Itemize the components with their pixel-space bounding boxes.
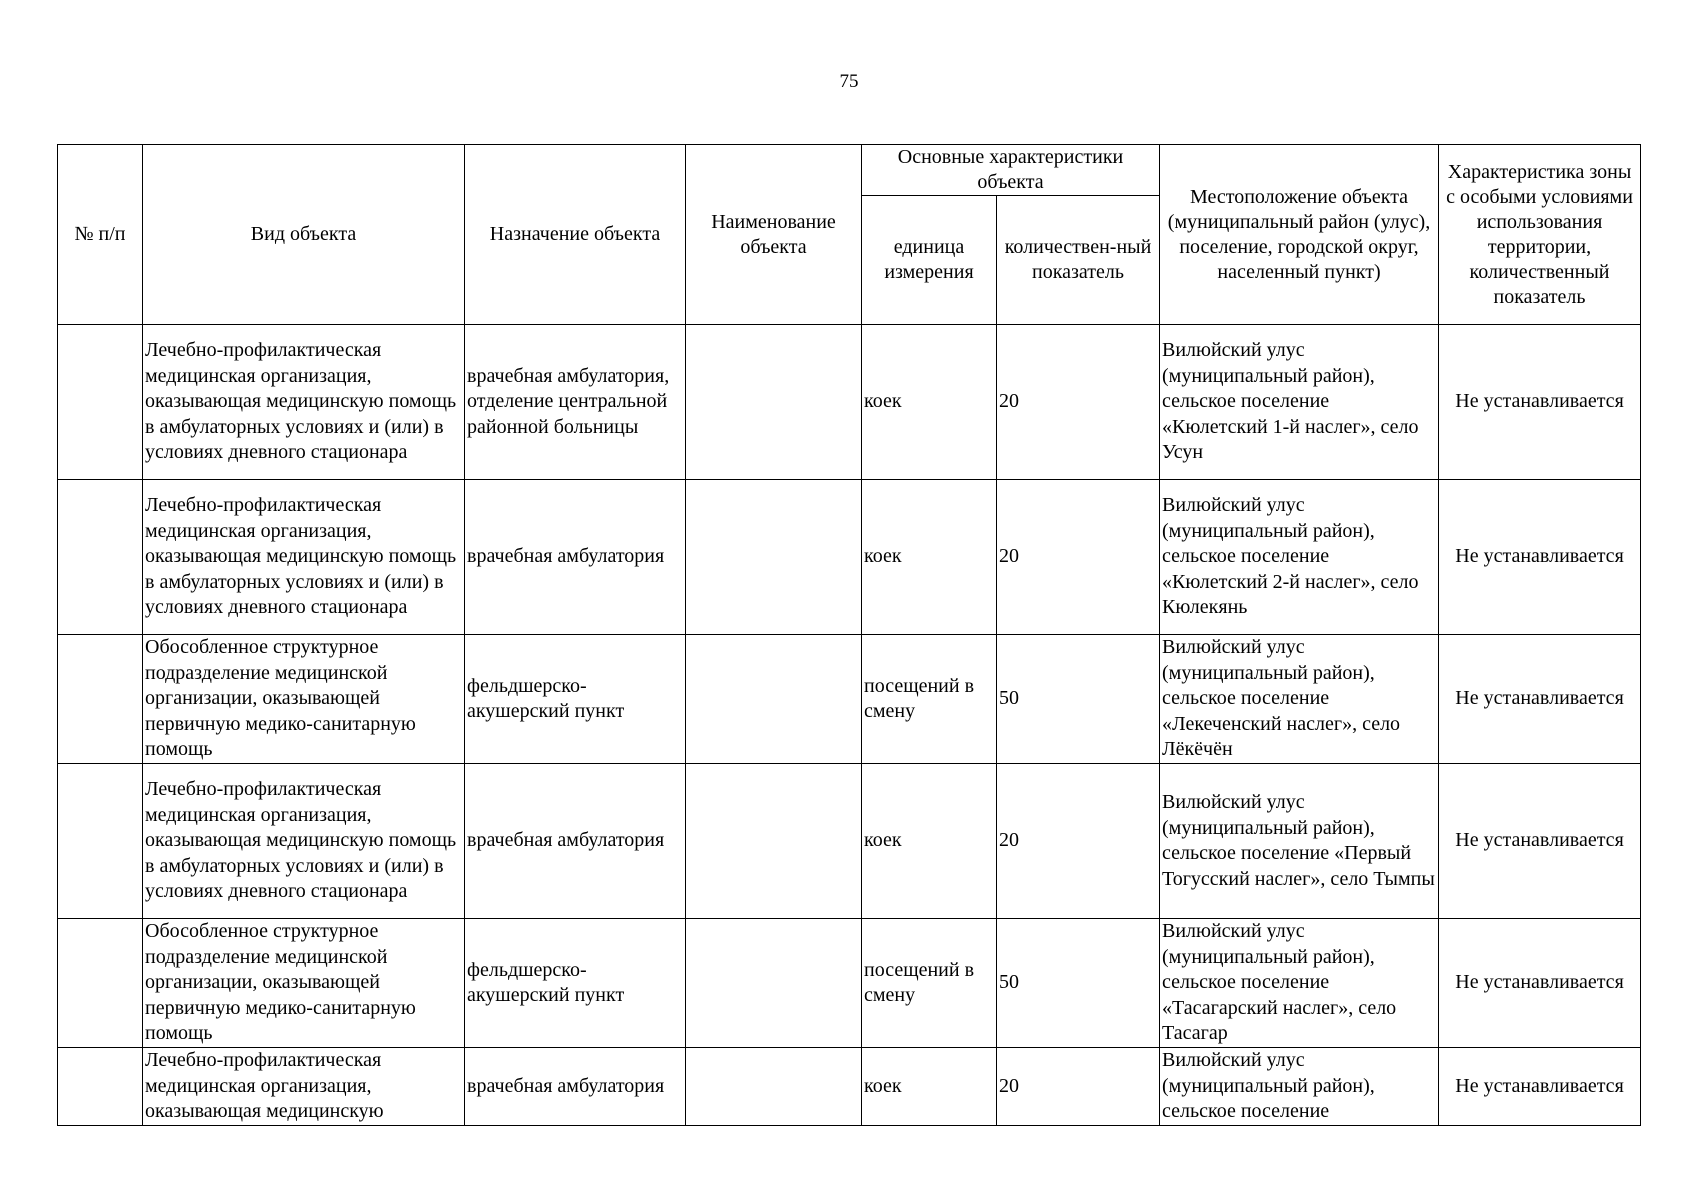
header-object-type: Вид объекта xyxy=(143,145,465,325)
cell-object-name xyxy=(686,635,862,764)
cell-object-purpose: врачебная амбулатория, отделение центральной районной больницы xyxy=(465,325,686,480)
cell-object-purpose: фельдшерско-акушерский пункт xyxy=(465,919,686,1048)
header-main-characteristics: Основные характеристики объекта xyxy=(862,145,1160,196)
header-zone: Характеристика зоны с особыми условиями использования территории, количественный показатель xyxy=(1439,145,1641,325)
cell-num xyxy=(58,919,143,1048)
cell-object-type: Обособленное структурное подразделение медицинской организации, оказывающей первичную медико-санитарную помощь xyxy=(143,919,465,1048)
cell-object-purpose: врачебная амбулатория xyxy=(465,764,686,919)
cell-object-type: Лечебно-профилактическая медицинская организация, оказывающая медицинскую xyxy=(143,1048,465,1126)
cell-object-name xyxy=(686,1048,862,1126)
cell-location: Вилюйский улус (муниципальный район), сельское поселение «Кюлетский 1-й наслег», село Усун xyxy=(1160,325,1439,480)
cell-unit: коек xyxy=(862,764,997,919)
cell-quantity: 20 xyxy=(997,1048,1160,1126)
cell-object-name xyxy=(686,325,862,480)
cell-object-type: Лечебно-профилактическая медицинская организация, оказывающая медицинскую помощь в амбулаторных условиях и (или) в условиях дневного стационара xyxy=(143,325,465,480)
cell-object-name xyxy=(686,764,862,919)
cell-unit: посещений в смену xyxy=(862,919,997,1048)
cell-num xyxy=(58,635,143,764)
cell-unit: коек xyxy=(862,1048,997,1126)
cell-location: Вилюйский улус (муниципальный район), сельское поселение «Тасагарский наслег», село Тасагар xyxy=(1160,919,1439,1048)
cell-zone: Не устанавливается xyxy=(1439,480,1641,635)
cell-zone: Не устанавливается xyxy=(1439,635,1641,764)
table-row xyxy=(58,764,1641,919)
cell-quantity: 20 xyxy=(997,480,1160,635)
cell-quantity: 20 xyxy=(997,325,1160,480)
header-unit: единица измерения xyxy=(862,196,997,325)
objects-table xyxy=(57,144,1641,1126)
page-number: 75 xyxy=(839,71,859,92)
cell-object-type: Обособленное структурное подразделение медицинской организации, оказывающей первичную медико-санитарную помощь xyxy=(143,635,465,764)
header-object-purpose: Назначение объекта xyxy=(465,145,686,325)
cell-object-type: Лечебно-профилактическая медицинская организация, оказывающая медицинскую помощь в амбулаторных условиях и (или) в условиях дневного стационара xyxy=(143,480,465,635)
table-row xyxy=(58,1048,1641,1126)
cell-object-name xyxy=(686,480,862,635)
cell-unit: посещений в смену xyxy=(862,635,997,764)
cell-zone: Не устанавливается xyxy=(1439,1048,1641,1126)
cell-object-purpose: врачебная амбулатория xyxy=(465,480,686,635)
cell-location: Вилюйский улус (муниципальный район), сельское поселение «Кюлетский 2-й наслег», село Кюлекянь xyxy=(1160,480,1439,635)
cell-num xyxy=(58,325,143,480)
cell-location: Вилюйский улус (муниципальный район), сельское поселение «Лекеченский наслег», село Лёкёчён xyxy=(1160,635,1439,764)
cell-zone: Не устанавливается xyxy=(1439,919,1641,1048)
cell-location: Вилюйский улус (муниципальный район), сельское поселение «Первый Тогусский наслег», село Тымпы xyxy=(1160,764,1439,919)
cell-object-name xyxy=(686,919,862,1048)
cell-object-purpose: врачебная амбулатория xyxy=(465,1048,686,1126)
cell-zone: Не устанавливается xyxy=(1439,764,1641,919)
cell-object-type: Лечебно-профилактическая медицинская организация, оказывающая медицинскую помощь в амбулаторных условиях и (или) в условиях дневного стационара xyxy=(143,764,465,919)
cell-zone: Не устанавливается xyxy=(1439,325,1641,480)
cell-location: Вилюйский улус (муниципальный район), сельское поселение xyxy=(1160,1048,1439,1126)
header-location: Местоположение объекта (муниципальный район (улус), поселение, городской округ, населенный пункт) xyxy=(1160,145,1439,325)
cell-num xyxy=(58,764,143,919)
cell-quantity: 50 xyxy=(997,635,1160,764)
cell-num xyxy=(58,1048,143,1126)
cell-unit: коек xyxy=(862,480,997,635)
header-object-name: Наименование объекта xyxy=(686,145,862,325)
cell-num xyxy=(58,480,143,635)
table-row xyxy=(58,919,1641,1048)
cell-unit: коек xyxy=(862,325,997,480)
header-num: № п/п xyxy=(58,145,143,325)
table-row xyxy=(58,325,1641,480)
table-row xyxy=(58,480,1641,635)
table-row xyxy=(58,635,1641,764)
cell-quantity: 50 xyxy=(997,919,1160,1048)
header-quantity: количествен-ный показатель xyxy=(997,196,1160,325)
cell-object-purpose: фельдшерско-акушерский пункт xyxy=(465,635,686,764)
cell-quantity: 20 xyxy=(997,764,1160,919)
